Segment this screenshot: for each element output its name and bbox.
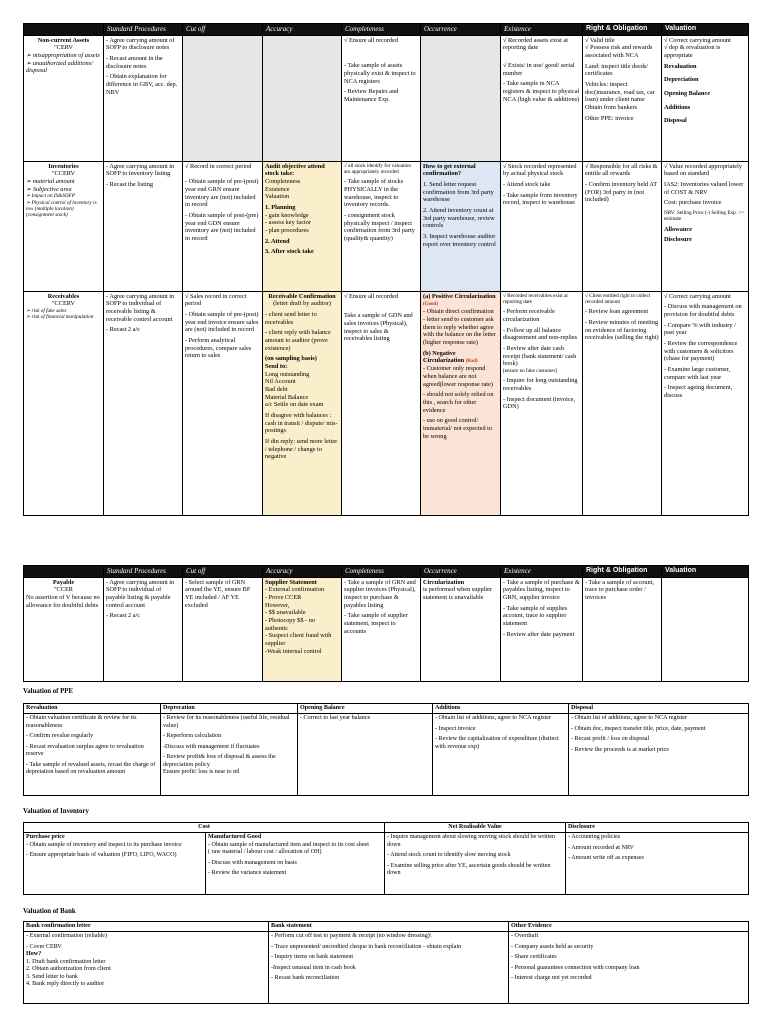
nca-valuation: √ Correct carrying amount √ dep & revaluation is appropriate Revaluation Depreciation Opening Balance Additions Disposal <box>662 35 749 161</box>
inv-accuracy: Audit objective attend stock take: Completeness Existence Valuation 1. Planning - gain knowledge - assess key factor - plan procedures 2. Attend 3. After stock take <box>263 161 342 291</box>
hdr-occurrence: Occurrence <box>421 24 501 36</box>
nca-accuracy-empty <box>263 35 342 161</box>
pay-accuracy: Supplier Statement - External confirmation - Prove CCER However, - $$ unavailable - Photocopy $$ - no authentic - Suspect client fraud with supplier -Weak internal control <box>263 577 342 681</box>
hdr2-standard-procedures: Standard Procedures <box>104 566 183 578</box>
hdr2-cut-off: Cut off <box>183 566 263 578</box>
assertions-table-1 <box>23 23 749 516</box>
pay-existence: - Take a sample of purchase & payables listing, inspect to GRN, supplier invoice - Take sample of supplies account, trace to supplier statement - Review after date payment <box>501 577 583 681</box>
ppe-disposal: - Obtain list of additions, agree to NCA register - Obtain doc, inspect transfer title, price, date, payment - Recast profit / loss on disposal - Review the proceeds is at market price <box>569 714 749 796</box>
bank-valuation-table <box>23 921 749 1004</box>
invval-title: Valuation of Inventory <box>23 808 89 815</box>
inv-occurrence: How to get external confirmation? 1. Send letter request confirmation from 3rd party warehouse 2. Attend inventory count at 3rd party warehouse, review controls 3. Inspect warehouse auditor report over inventory control <box>421 161 501 291</box>
ppe-depreciation: - Review for its reasonableness (useful life, residual value) - Reperform calculation -Discuss with management if fluctuates - Review profit& loss of disposal & assess the depreciation policy Ensure profit/ loss is near to nil <box>161 714 298 796</box>
row-nca <box>24 35 749 161</box>
invval-hdr-cost: Cost <box>24 823 385 833</box>
inv-existence: √ Stock recorded represented by actual physical stock - Attend stock take - Take sample from inventory record, inspect to warehouse <box>501 161 583 291</box>
pay-completeness: - Take a sample of GRN and supplier invoices (Physical), inspect to purchase & payables listing - Take sample of supplier statement, inspect to accounts <box>342 577 421 681</box>
assertions-table-2 <box>23 565 749 682</box>
invval-disclosure: - Accounting policies - Amount recorded at NRV - Amount write off as expenses <box>566 833 749 895</box>
hdr2-occurrence: Occurrence <box>421 566 501 578</box>
hdr-accuracy: Accuracy <box>263 24 342 36</box>
rec-standard: - Agree carrying amount in SOFP to individual of receivable listing & receivable control account - Recast 2 a/c <box>104 291 183 515</box>
nca-existence: √ Recorded assets exist at reporting date √ Exists/ in use/ good/ serial number - Take sample in NCA registers & inspect to physical NCA (high value & additions) <box>501 35 583 161</box>
bank-hdr-other: Other Evidence <box>509 922 749 932</box>
ppe-hdr-opening: Opening Balance <box>298 704 433 714</box>
pay-standard: - Agree carrying amount in SOFP to individual of payable listing & payable control account - Recast 2 a/c <box>104 577 183 681</box>
hdr2-accuracy: Accuracy <box>263 566 342 578</box>
inv-completeness: √ all stock identify for valuation are appropriately recorded - Take sample of stocks PHYSICALLY in the warehouse, inspect to inventory records. - consignment stock physically inspect / inspect confirmation from 3rd party (quality& quantity) <box>342 161 421 291</box>
rec-valuation: √ Correct carrying amount - Discuss with management on provision for doubtful debts - Compare % with industry / past year - Review the correspondence with customers & solicitors (chase for payment) - Examine large customer, compare with last year - Inspect ageing document, discuss <box>662 291 749 515</box>
ppe-hdr-additions: Additions <box>433 704 569 714</box>
hdr-cut-off: Cut off <box>183 24 263 36</box>
ppe-additions: - Obtain list of additions, agree to NCA register - Inspect invoice - Review the capitalization of expenditure (distinct with revenue exp) <box>433 714 569 796</box>
rec-cutoff: √ Sales record in correct period - Obtain sample of pre-(post) year end invoice ensure sales are (not) included in record - Perform analytical procedures, compare sales return to sales <box>183 291 263 515</box>
nca-completeness: √ Ensure all recorded - Take sample of assets physically exist & inspect to NCA registers - Review Repairs and Maintenance Exp. <box>342 35 421 161</box>
rec-label: Receivables "CCERV ➢ risk of fake sales ➢ risk of financial manipulation <box>24 291 104 515</box>
invval-hdr-disclosure: Disclosure <box>566 823 749 833</box>
ppe-hdr-revaluation: Revaluation <box>24 704 161 714</box>
nca-occurrence-empty <box>421 35 501 161</box>
ppe-title: Valuation of PPE <box>23 688 73 695</box>
bank-hdr-letter: Bank confirmation letter <box>24 922 269 932</box>
rec-existence: √ Recorded receivables exist at reporting date - Perform receivable circularization - Follow up all balance disagreement and non-replies - Review after date cash receipt (bank statement/ cash book) [ensure no fake customer] - Inquire for long outstanding receivables - Inspect document (invoice, GDN) <box>501 291 583 515</box>
inv-rights: √ Responsible for all risks & entitle all rewards - Confirm inventory held AT (FOR) 3rd party in (not included) <box>583 161 662 291</box>
hdr-valuation: Valuation <box>662 24 749 36</box>
hdr2-right-obligation: Right & Obligation <box>583 566 662 578</box>
hdr2-valuation: Valuation <box>662 566 749 578</box>
inventory-valuation-table <box>23 822 749 895</box>
pay-cutoff: - Select sample of GRN around the YE, ensure BF YE included / AF YE excluded <box>183 577 263 681</box>
pay-rights: - Take a sample of account, trace to purchase order / invoices <box>583 577 662 681</box>
ppe-hdr-depreciation: Deprecation <box>161 704 298 714</box>
invval-nrv: - Inquire management about slowing moving stock should be written down - Attend stock count to identify slow moving stock - Examine selling price after YE, ascertain goods should be written down <box>385 833 566 895</box>
bank-other: - Overdraft - Company assets held as security - Share certificates - Personal guarantees connection with company loan - Interest charge not yet recorded <box>509 932 749 1004</box>
ppe-table <box>23 703 749 796</box>
inv-cutoff: √ Record in correct period - Obtain sample of pre-(post) year end GRN ensure inventory are (not) included in record - Obtain sample of post-(pre) year end GDN ensure inventory are (not) included in record <box>183 161 263 291</box>
bank-title: Valuation of Bank <box>23 908 76 915</box>
pay-label: Payable "CCER No assertion of V because no allowance for doubtful debts <box>24 577 104 681</box>
hdr2-existence: Existence <box>501 566 583 578</box>
inv-valuation: √ Value recorded appropriately based on standard IAS2: Inventories valued lower of COST & NRV Cost: purchase invoice NRV: Selling Price (-) Selling Exp. >> estimate Allowance Disclosure <box>662 161 749 291</box>
row-inventories <box>24 161 749 291</box>
hdr-standard-procedures: Standard Procedures <box>104 24 183 36</box>
ppe-hdr-disposal: Disposal <box>569 704 749 714</box>
nca-rights: √ Valid title √ Possess risk and rewards associated with NCA Land: inspect title deeds/ certificates Vehicles: inspect doc(insurance, road tax, car loan) under client name Obtain from bankers Other PPE: invoice <box>583 35 662 161</box>
inv-label: Inventories "CCERV ➢ material amount ➢ Subjective area ➢ Impact on IS&SOFP ➢ Physical control of inventory is low (multiple location) (consignment stock) <box>24 161 104 291</box>
row-payable <box>24 577 749 681</box>
rec-completeness: √ Ensure all recorded Take a sample of GDN and sales invoices (Physical), inspect to sales & receivables listing <box>342 291 421 515</box>
nca-cutoff-empty <box>183 35 263 161</box>
invval-manufactured: Manufactured Good - Obtain sample of manufactured item and inspect to its cost sheet ( raw material / labour cost / allocation of OH) - Discuss with management on basis - Review the variance statement <box>206 833 385 895</box>
hdr2-completeness: Completeness <box>342 566 421 578</box>
nca-standard: - Agree carrying amount of SOFP to disclosure notes - Recast amount in the disclosure notes - Obtain explanation for difference in GBV, acc. dep. NBV <box>104 35 183 161</box>
pay-valuation-empty <box>662 577 749 681</box>
hdr-completeness: Completeness <box>342 24 421 36</box>
bank-hdr-statement: Bank statement <box>269 922 509 932</box>
rec-accuracy: Receivable Confirmation (letter draft by auditor) - client send letter to receivables - client reply with balance amount to auditor (prove existence) (on sampling basis) Send to: Long outstanding Nil Account Bad debt Material Balance a/c Settle on date exam If disagree with balances : cash in transit / dispute/ mis-postings If din reply: send more letter / telephone / change to negative <box>263 291 342 515</box>
hdr-right-obligation: Right & Obligation <box>583 24 662 36</box>
nca-label: Non-current Assets "CERV ➢ misappropriation of assets ➢ unauthorized additions/ disposal <box>24 35 104 161</box>
rec-rights: √ Client entitled right to collect recorded amount - Review loan agreement - Review minutes of meeting on evidence of factoring receivables (selling the right) <box>583 291 662 515</box>
row-receivables <box>24 291 749 515</box>
bank-letter: - External confirmation (reliable) - Cover CERV How? 1. Draft bank confirmation letter 2. Obtain authorization from client 3. Send letter to bank 4. Bank reply directly to auditor <box>24 932 269 1004</box>
invval-hdr-nrv: Net Realisable Value <box>385 823 566 833</box>
ppe-opening: - Correct to last year balance <box>298 714 433 796</box>
inv-standard: - Agree carrying amount in SOFP to inventory listing - Recast the listing <box>104 161 183 291</box>
hdr-existence: Existence <box>501 24 583 36</box>
bank-statement: - Perform cut off test to payment & receipt (no window dressing)\ - Trace unpresented/ uncredited cheque in bank reconciliation - obtain explain - Inquiry items on bank statement -Inspect unusual item in cash book - Recast bank reconciliation <box>269 932 509 1004</box>
pay-occurrence: Circularization is performed when supplier statement is unavailable <box>421 577 501 681</box>
invval-purchase: Purchase price - Obtain sample of inventory and inspect to its purchase invoice - Ensure appropriate basis of valuation (FIFO, LIFO, WACO) <box>24 833 206 895</box>
rec-occurrence: (a) Positive Circularization (Good) - Obtain direct confirmation - letter send to customer ask them to reply whether agree with the balance on the letter (higher response rate) (b) Negative Circularization (Bad) - Customer only respond when balance are not agreed(lower response rate) - should not solely relied on this , search for other evidence - use on good control/ immaterial/ not expected to be wrong <box>421 291 501 515</box>
ppe-revaluation: - Obtain valuation certificate & review for its reasonableness - Confirm revalue regularly - Recast revaluation surplus agree to revaluation reserve - Take sample of revalued assets, recast the charge of depreiation based on revaluation amount <box>24 714 161 796</box>
